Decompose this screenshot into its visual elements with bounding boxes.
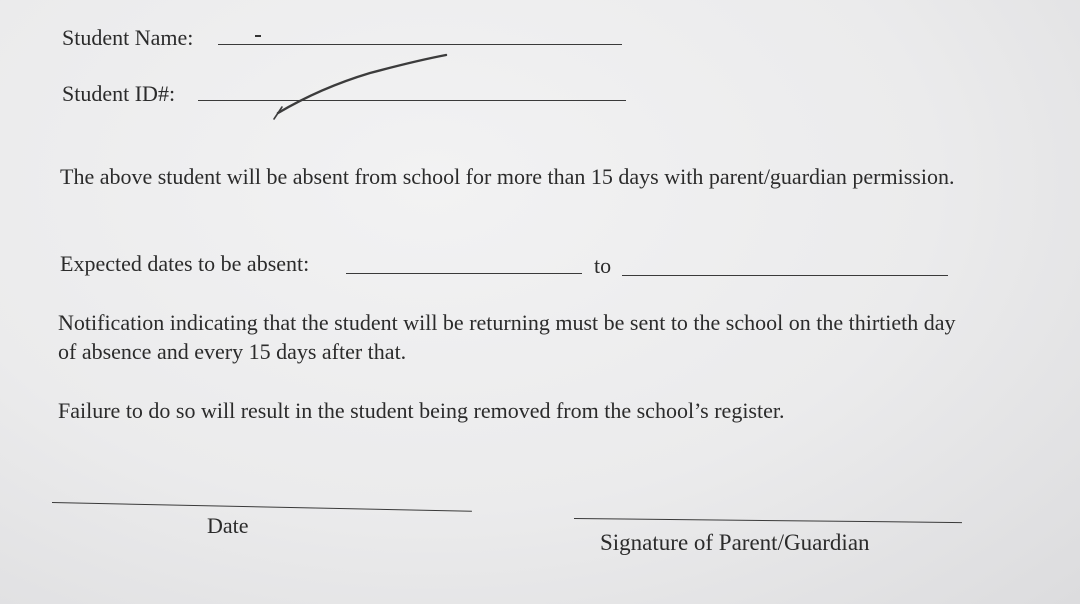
signature-label: Signature of Parent/Guardian bbox=[600, 530, 870, 555]
signature-line[interactable] bbox=[574, 518, 962, 523]
student-name-label: Student Name: bbox=[62, 25, 194, 50]
notification-paragraph: Notification indicating that the student will be returning must be sent to the school on the thirtieth day of absence and every 15 days after that. bbox=[58, 310, 956, 364]
absence-statement: The above student will be absent from school for more than 15 days with parent/guardian permission. bbox=[60, 164, 955, 189]
absence-start-date-field[interactable] bbox=[346, 273, 582, 274]
student-id-label: Student ID#: bbox=[62, 81, 176, 106]
expected-dates-label: Expected dates to be absent: bbox=[60, 251, 310, 276]
absence-end-date-field[interactable] bbox=[622, 275, 948, 276]
to-label: to bbox=[594, 253, 612, 278]
pen-mark bbox=[255, 35, 261, 37]
failure-notice: Failure to do so will result in the student being removed from the school’s register. bbox=[58, 398, 785, 423]
date-label: Date bbox=[207, 513, 249, 538]
date-line[interactable] bbox=[52, 502, 472, 512]
pen-scribble bbox=[260, 45, 460, 125]
